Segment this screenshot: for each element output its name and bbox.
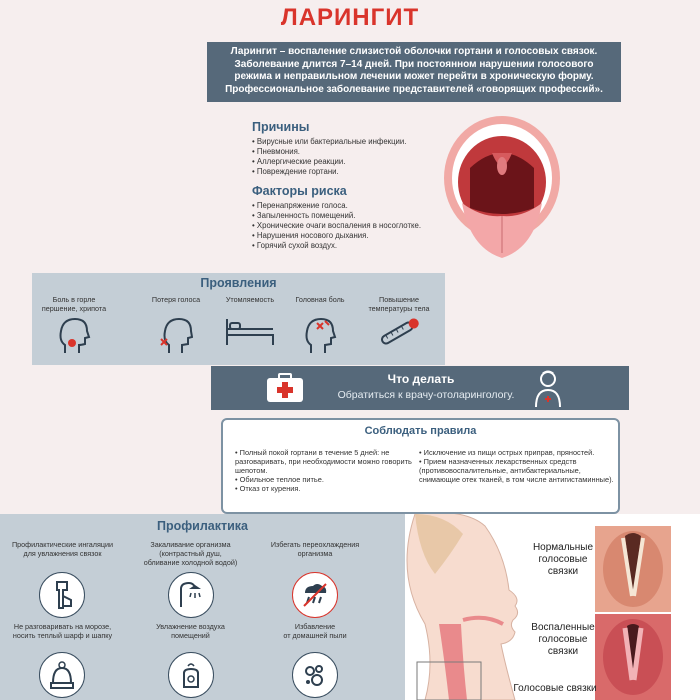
normal-vocal-cords-image [595,526,671,612]
list-item: • Горячий сухой воздух. [252,241,452,251]
prevention-label: Профилактические ингаляции [12,540,113,549]
label-line: голосовые [538,634,588,645]
list-item: • Запыленность помещений. [252,211,452,221]
list-item: • Повреждение гортани. [252,167,442,177]
cold-rain-icon [292,572,338,618]
list-item: • Аллергические реакции. [252,157,442,167]
head-profile-illustration [405,514,525,700]
symptom-label: Повышение [379,295,419,304]
symptom-item [136,295,216,355]
prevention-item [250,622,380,640]
prevention-item [0,540,125,558]
what-to-do-heading: Что делать [387,372,455,386]
prevention-label: от домашней пыли [283,631,347,640]
list-item: • Вирусные или бактериальные инфекции. [252,137,442,147]
prevention-item [128,540,253,567]
list-item: • Полный покой гортани в течение 5 дней: не разговаривать, при необходимости можно говорить шепотом. [235,448,415,475]
causes-heading: Причины [252,120,310,134]
first-aid-kit-icon [265,372,305,404]
label-line: голосовые [538,554,588,565]
prevention-label: помещений [171,631,210,640]
label-line: связки [547,566,579,577]
what-to-do-banner [211,366,629,410]
prevention-item [250,540,380,558]
risk-heading: Факторы риска [252,184,347,198]
prevention-label: носить теплый шарф и шапку [12,631,113,640]
symptom-label: першение, хрипота [41,304,107,313]
doctor-icon [533,368,563,408]
prevention-item [128,622,253,640]
symptom-label: Головная боль [295,295,345,304]
rules-left-list [235,448,415,493]
manifestations-heading: Проявления [200,276,277,290]
symptom-item [354,295,444,347]
causes-section [252,120,442,177]
symptom-label: температуры тела [368,304,430,313]
symptom-item [34,295,114,355]
bed-icon [225,317,275,347]
prevention-label: Избегать переохлаждения [270,540,360,549]
label-line: Нормальные [532,542,594,553]
rules-right-list [419,448,615,484]
prevention-label: обливание холодной водой) [143,558,238,567]
label-line: Воспаленные [531,622,595,633]
list-item: • Исключение из пищи острых приправ, пряностей. [419,448,615,457]
risk-section [252,184,452,251]
what-to-do-text: Обратиться к врачу-отоларингологу. [337,389,515,401]
symptom-item [280,295,360,355]
rules-box [221,418,620,514]
symptom-label: Боль в горле [52,295,96,304]
sore-throat-icon [57,317,91,355]
symptom-label: Утомляемость [225,295,275,304]
hat-icon [39,652,85,698]
list-item: • Прием назначенных лекарственных средств (противовоспалительные, антибактериальные, снимающие отек тканей, в том числе антигистаминные). [419,457,615,484]
shower-icon [168,572,214,618]
manifestations-panel [32,273,445,365]
prevention-label: (контрастный душ, [159,549,222,558]
prevention-label: Избавление [294,622,336,631]
list-item: • Пневмония. [252,147,442,157]
vocal-cords-caption: Голосовые связки [513,683,597,694]
voice-loss-icon [159,317,193,355]
symptom-item [210,295,290,347]
label-line: связки [547,646,579,657]
inhaler-icon [39,572,85,618]
dust-icon [292,652,338,698]
prevention-panel [0,514,405,700]
prevention-label: Не разговаривать на морозе, [13,622,112,631]
list-item: • Перенапряжение голоса. [252,201,452,211]
list-item: • Хронические очаги воспаления в носоглотке. [252,221,452,231]
vocal-cords-illustration [405,514,700,700]
prevention-heading: Профилактика [156,519,249,533]
intro-box: Ларингит – воспаление слизистой оболочки гортани и голосовых связок. Заболевание длится 7–14 дней. При постоянном нарушении голосового режима и неправильном лечении может перейти в хроническую форму. Профессиональное заболевание представителей «говорящих профессий». [207,42,621,102]
rules-heading: Соблюдать правила [364,425,477,437]
list-item: • Нарушения носового дыхания. [252,231,452,241]
prevention-label: для увлажнения связок [23,549,102,558]
prevention-label: Увлажнение воздуха [156,622,225,631]
page-title: ЛАРИНГИТ [280,4,420,31]
symptom-label: Потеря голоса [151,295,201,304]
open-mouth-illustration [440,108,565,266]
list-item: • Обильное теплое питье. [235,475,415,484]
headache-icon [303,317,337,355]
prevention-item [0,622,125,640]
thermometer-icon [376,317,422,347]
list-item: • Отказ от курения. [235,484,415,493]
prevention-label: Закаливание организма [150,540,231,549]
prevention-label: организма [297,549,333,558]
humidifier-icon [168,652,214,698]
